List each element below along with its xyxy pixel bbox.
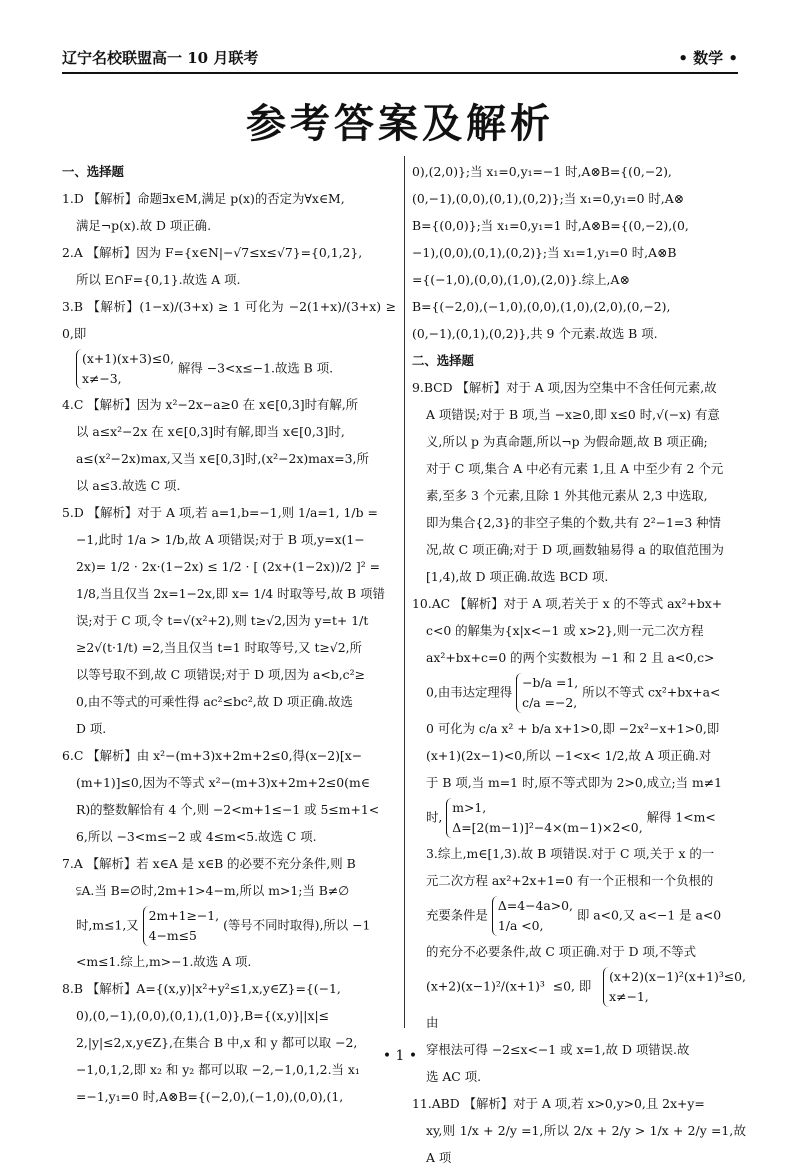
text-line: 解得 1<m< bbox=[646, 809, 716, 825]
text-line: 义,所以 p 为真命题,所以¬p 为假命题,故 B 项正确; bbox=[426, 434, 708, 449]
equation-line: −b/a =1, bbox=[522, 675, 579, 690]
answer-item-10 bbox=[412, 590, 746, 1090]
text-line: A 项错误;对于 B 项,当 −x≥0,即 x≤0 时,√(−x) 有意 bbox=[426, 407, 720, 422]
text-line: =−1,y₁=0 时,A⊗B={(−2,0),(−1,0),(0,0),(1, bbox=[76, 1089, 344, 1104]
text-line: 0,由不等式的可乘性得 ac²≤bc²,故 D 项正确.故选 bbox=[76, 694, 353, 709]
text-line: 所以 E∩F={0,1}.故选 A 项. bbox=[76, 272, 241, 287]
text-line: 况,故 C 项正确;对于 D 项,画数轴易得 a 的取值范围为 bbox=[426, 542, 724, 557]
text-line: 0),(0,−1),(0,0),(0,1),(1,0)},B={(x,y)||x|≤ bbox=[76, 1008, 330, 1023]
answer-item-5 bbox=[62, 499, 396, 742]
answer-item-6 bbox=[62, 742, 396, 850]
text-line: (等号不同时取得),所以 −1 bbox=[223, 917, 371, 933]
text-line: 由 bbox=[426, 1015, 439, 1030]
equation-system bbox=[492, 896, 573, 936]
answer-item-8 bbox=[62, 975, 396, 1110]
text-line: 以 a≤3.故选 C 项. bbox=[76, 478, 181, 493]
answer-item-4 bbox=[62, 391, 396, 499]
text-line: 2x)= 1/2 · 2x·(1−2x) ≤ 1/2 · [ (2x+(1−2x))/2 ]² = bbox=[76, 559, 381, 574]
text-line: 素,至多 3 个元素,且除 1 外其他元素从 2,3 中选取, bbox=[426, 488, 708, 503]
text-line: 选 AC 项. bbox=[426, 1069, 482, 1084]
equation-line: m>1, bbox=[452, 800, 487, 815]
text-line: D 项. bbox=[76, 721, 107, 736]
text-line: R)的整数解恰有 4 个,则 −2<m+1≤−1 或 5≤m+1< bbox=[76, 802, 380, 817]
text-line: 6,所以 −3<m≤−2 或 4≤m<5.故选 C 项. bbox=[76, 829, 317, 844]
header-subject: • 数学 • bbox=[678, 49, 738, 67]
text-line: [1,4),故 D 项正确.故选 BCD 项. bbox=[426, 569, 609, 584]
text-line: 7.A 【解析】若 x∈A 是 x∈B 的必要不充分条件,则 B bbox=[62, 856, 356, 871]
answer-item-8-continued bbox=[412, 158, 746, 347]
answer-item-1 bbox=[62, 185, 396, 239]
text-line: 0 可化为 c/a x² + b/a x+1>0,即 −2x²−x+1>0,即 bbox=[426, 721, 720, 736]
text-line: (0,−1),(0,0),(0,1),(0,2)};当 x₁=0,y₁=0 时,A⊗ bbox=[412, 191, 685, 206]
text-line: ≥2√(t·1/t) =2,当且仅当 t=1 时取等号,又 t≥√2,所 bbox=[76, 640, 362, 655]
text-line: 以 a≤x²−2x 在 x∈[0,3]时有解,即当 x∈[0,3]时, bbox=[76, 424, 345, 439]
text-line: B={(−2,0),(−1,0),(0,0),(1,0),(2,0),(0,−2), bbox=[412, 299, 671, 314]
text-line: 满足¬p(x).故 D 项正确. bbox=[76, 218, 212, 233]
text-line: 充要条件是 bbox=[426, 907, 488, 923]
text-line: −1,0,1,2,即 x₂ 和 y₂ 都可以取 −2,−1,0,1,2.当 x₁ bbox=[76, 1062, 360, 1077]
text-line: (x+1)(2x−1)<0,所以 −1<x< 1/2,故 A 项正确.对 bbox=[426, 748, 712, 763]
text-line: <m≤1.综上,m>−1.故选 A 项. bbox=[76, 954, 252, 969]
text-line: 0,由韦达定理得 bbox=[426, 684, 513, 700]
right-column bbox=[412, 158, 746, 1171]
text-line: 2,|y|≤2,x,y∈Z},在集合 B 中,x 和 y 都可以取 −2, bbox=[76, 1035, 358, 1050]
page-number: • 1 • bbox=[382, 1048, 418, 1064]
equation-line: c/a =−2, bbox=[522, 695, 578, 710]
equation-system bbox=[76, 349, 174, 389]
text-line: 即 a<0,又 a<−1 是 a<0 bbox=[576, 907, 722, 923]
section-heading-choice: 一、选择题 bbox=[62, 164, 124, 179]
column-divider bbox=[404, 156, 405, 1028]
equation-line: 1/a <0, bbox=[497, 918, 544, 933]
answer-item-3 bbox=[62, 293, 396, 391]
equation-system bbox=[516, 673, 578, 713]
answer-item-7 bbox=[62, 850, 396, 975]
text-line: 元二次方程 ax²+2x+1=0 有一个正根和一个负根的 bbox=[426, 873, 714, 888]
equation-line: (x+2)(x−1)²(x+1)³≤0, bbox=[609, 969, 746, 984]
text-line: 以等号取不到,故 C 项错误;对于 D 项,因为 a<b,c²≥ bbox=[76, 667, 365, 682]
equation-system bbox=[603, 967, 746, 1007]
text-line: 4.C 【解析】因为 x²−2x−a≥0 在 x∈[0,3]时有解,所 bbox=[62, 397, 359, 412]
equation-line: Δ=[2(m−1)]²−4×(m−1)×2<0, bbox=[452, 820, 643, 835]
text-line: 10.AC 【解析】对于 A 项,若关于 x 的不等式 ax²+bx+ bbox=[412, 596, 723, 611]
equation-system bbox=[446, 798, 642, 838]
equation-line: Δ=4−4a>0, bbox=[497, 898, 573, 913]
equation-line: (x+1)(x+3)≤0, bbox=[82, 351, 175, 366]
equation-line: x≠−3, bbox=[82, 371, 122, 386]
text-line: c<0 的解集为{x|x<−1 或 x>2},则一元二次方程 bbox=[426, 623, 704, 638]
text-line: 即为集合{2,3}的非空子集的个数,共有 2²−1=3 种情 bbox=[426, 515, 721, 530]
page-title: 参考答案及解析 bbox=[246, 101, 554, 147]
text-line: −1,此时 1/a > 1/b,故 A 项错误;对于 B 项,y=x(1− bbox=[76, 532, 365, 547]
text-line: 误;对于 C 项,令 t=√(x²+2),则 t≥√2,因为 y=t+ 1/t bbox=[76, 613, 369, 628]
text-line: ax²+bx+c=0 的两个实数根为 −1 和 2 且 a<0,c> bbox=[426, 650, 715, 665]
text-line: 3.综上,m∈[1,3).故 B 项错误.对于 C 项,关于 x 的一 bbox=[426, 846, 715, 861]
text-line: 时, bbox=[426, 809, 443, 825]
text-line: 1/8,当且仅当 2x=1−2x,即 x= 1/4 时取等号,故 B 项错 bbox=[76, 586, 385, 601]
text-line: −1),(0,0),(0,1),(0,2)};当 x₁=1,y₁=0 时,A⊗B bbox=[412, 245, 677, 260]
text-line: 6.C 【解析】由 x²−(m+3)x+2m+2≤0,得(x−2)[x− bbox=[62, 748, 363, 763]
page-header bbox=[62, 40, 738, 74]
text-line: 时,m≤1,又 bbox=[76, 917, 139, 933]
text-line: 2.A 【解析】因为 F={x∈N|−√7≤x≤√7}={0,1,2}, bbox=[62, 245, 363, 260]
answer-item-2 bbox=[62, 239, 396, 293]
text-line: 11.ABD 【解析】对于 A 项,若 x>0,y>0,且 2x+y= bbox=[412, 1096, 705, 1111]
text-line: 1.D 【解析】命题∃x∈M,满足 p(x)的否定为∀x∈M, bbox=[62, 191, 345, 206]
text-line: 3.B 【解析】(1−x)/(3+x) ≥ 1 可化为 −2(1+x)/(3+x) ≥ 0,即 bbox=[62, 299, 396, 341]
text-line: 8.B 【解析】A={(x,y)|x²+y²≤1,x,y∈Z}={(−1, bbox=[62, 981, 341, 996]
left-column bbox=[62, 158, 396, 1110]
text-line: 解得 −3<x≤−1.故选 B 项. bbox=[178, 360, 334, 376]
text-line: ⫋A.当 B=∅时,2m+1>4−m,所以 m>1;当 B≠∅ bbox=[76, 883, 350, 898]
answer-item-9 bbox=[412, 374, 746, 590]
answer-item-11 bbox=[412, 1090, 746, 1171]
text-line: 对于 C 项,集合 A 中必有元素 1,且 A 中至少有 2 个元 bbox=[426, 461, 724, 476]
text-line: 9.BCD 【解析】对于 A 项,因为空集中不含任何元素,故 bbox=[412, 380, 717, 395]
section-heading-multi-choice: 二、选择题 bbox=[412, 353, 474, 368]
equation-line: 4−m≤5 bbox=[148, 928, 197, 943]
text-line: 的充分不必要条件,故 C 项正确.对于 D 项,不等式 bbox=[426, 944, 697, 959]
text-line: 5.D 【解析】对于 A 项,若 a=1,b=−1,则 1/a=1, 1/b = bbox=[62, 505, 378, 520]
text-line: (x+2)(x−1)²/(x+1)³ ≤0,即 bbox=[426, 978, 596, 994]
text-line: xy,则 1/x + 2/y =1,所以 2/x + 2/y > 1/x + 2/y =1,故 A 项 bbox=[426, 1123, 746, 1165]
equation-system bbox=[143, 906, 219, 946]
equation-line: 2m+1≥−1, bbox=[148, 908, 220, 923]
text-line: 所以不等式 cx²+bx+a< bbox=[582, 684, 721, 700]
text-line: 于 B 项,当 m=1 时,原不等式即为 2>0,成立;当 m≠1 bbox=[426, 775, 722, 790]
text-line: 穿根法可得 −2≤x<−1 或 x=1,故 D 项错误.故 bbox=[426, 1042, 690, 1057]
text-line: (m+1)]≤0,因为不等式 x²−(m+3)x+2m+2≤0(m∈ bbox=[76, 775, 370, 790]
text-line: ={(−1,0),(0,0),(1,0),(2,0)}.综上,A⊗ bbox=[412, 272, 630, 287]
header-exam-name: 辽宁名校联盟高一 10 月联考 bbox=[62, 49, 259, 67]
text-line: a≤(x²−2x)max,又当 x∈[0,3]时,(x²−2x)max=3,所 bbox=[76, 451, 369, 466]
text-line: 0),(2,0)};当 x₁=0,y₁=−1 时,A⊗B={(0,−2), bbox=[412, 164, 672, 179]
text-line: (0,−1),(0,1),(0,2)},共 9 个元素.故选 B 项. bbox=[412, 326, 658, 341]
text-line: B={(0,0)};当 x₁=0,y₁=1 时,A⊗B={(0,−2),(0, bbox=[412, 218, 689, 233]
equation-line: x≠−1, bbox=[609, 989, 649, 1004]
